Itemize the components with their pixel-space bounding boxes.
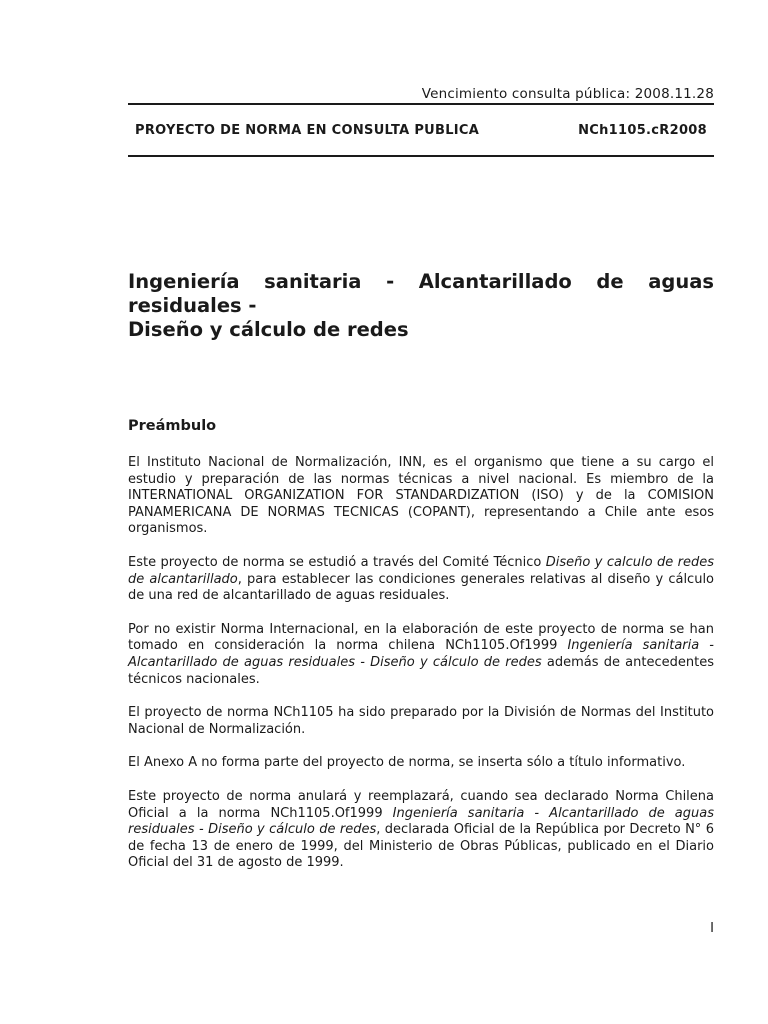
paragraph-5: El Anexo A no forma parte del proyecto de norma, se inserta sólo a título informativo. bbox=[128, 755, 686, 771]
paragraph-2-text-a: Este proyecto de norma se estudió a través del Comité Técnico bbox=[128, 554, 546, 570]
title-line-1: Ingeniería sanitaria - Alcantarillado de aguas residuales - bbox=[128, 270, 714, 317]
consultation-expiry: Vencimiento consulta pública: 2008.11.28 bbox=[421, 86, 714, 102]
paragraph-6 bbox=[128, 789, 714, 872]
paragraph-3-text-a: Por no existir Norma Internacional, en la elaboración de este proyecto de norma se han tomado en consideración la norma chilena NCh1105.Of1999 bbox=[128, 621, 714, 654]
standard-code: NCh1105.cR2008 bbox=[578, 123, 707, 138]
page-number: I bbox=[710, 921, 714, 936]
header-top-rule bbox=[128, 103, 714, 105]
paragraph-6-text-b: , declarada Oficial de la República por Decreto N° 6 de fecha 13 de enero de 1999, del Ministerio de Obras Públicas, publicado en el Diario Oficial del 31 de agosto de 1999. bbox=[128, 822, 714, 871]
preamble-heading: Preámbulo bbox=[128, 418, 217, 434]
paragraph-3-text-b: además de antecedentes técnicos nacionales. bbox=[128, 654, 714, 687]
paragraph-2 bbox=[128, 555, 714, 605]
paragraph-1: El Instituto Nacional de Normalización, INN, es el organismo que tiene a su cargo el estudio y preparación de las normas técnicas a nivel nacional. Es miembro de la INTERNATIONAL ORGANIZATION FOR STANDARDIZATION (ISO) y de la COMISION PANAMERICANA DE NORMAS TECNICAS (COPANT), representando a Chile ante esos organismos. bbox=[128, 455, 714, 537]
document-page bbox=[128, 0, 714, 1024]
paragraph-4: El proyecto de norma NCh1105 ha sido preparado por la División de Normas del Instituto Nacional de Normalización. bbox=[128, 705, 714, 737]
header-row bbox=[135, 123, 707, 138]
paragraph-6-italic: Ingeniería sanitaria - Alcantarillado de aguas residuales - Diseño y cálculo de redes bbox=[128, 805, 714, 838]
header-bottom-rule bbox=[128, 155, 714, 157]
preamble-body bbox=[128, 455, 714, 889]
paragraph-3 bbox=[128, 622, 714, 688]
paragraph-6-text-a: Este proyecto de norma anulará y reemplazará, cuando sea declarado Norma Chilena Oficial a la norma NCh1105.Of1999 bbox=[128, 788, 714, 821]
project-label: PROYECTO DE NORMA EN CONSULTA PUBLICA bbox=[135, 123, 480, 138]
paragraph-2-text-b: , para establecer las condiciones generales relativas al diseño y cálculo de una red de alcantarillado de aguas residuales. bbox=[128, 571, 715, 604]
document-title bbox=[128, 270, 714, 342]
paragraph-2-italic: Diseño y calculo de redes de alcantarillado bbox=[128, 554, 714, 587]
title-line-2: Diseño y cálculo de redes bbox=[128, 318, 409, 341]
paragraph-3-italic: Ingeniería sanitaria - Alcantarillado de aguas residuales - Diseño y cálculo de redes bbox=[128, 638, 714, 670]
